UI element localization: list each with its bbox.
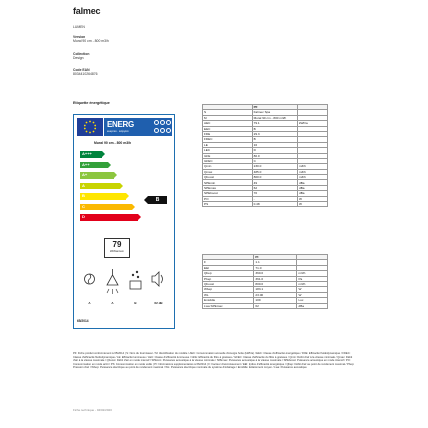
lamp-icon-block [102,265,123,305]
table-cell: 23.00 [254,292,297,297]
lamp-icon-class: A [111,301,114,305]
table-cell: 80.0 [252,153,297,158]
language-icons [152,118,172,136]
table-cell: M [203,115,253,120]
label-model: Mural 90 cm - 800 m3/h [94,141,132,145]
eu-flag-icon [77,118,103,136]
table-cell: 49 [252,180,297,185]
meta-ean-label: Code EAN [73,68,90,72]
table-cell: PF [252,105,297,110]
noise-icon-block [148,265,169,305]
fan-icon [79,265,100,297]
table-cell: 800.0 [252,175,297,180]
table-cell: Emiddle [203,298,254,303]
table-cell: Mural 90 cm - 800 m3/h [252,115,297,120]
label-icons-row [77,265,171,307]
speaker-icon [148,265,169,297]
brand-logo: falmec [73,6,101,16]
table-row [203,202,328,207]
table-cell: 16 [252,142,297,147]
circle-icon [166,120,171,125]
table-cell: 79.1 [252,121,297,126]
table-cell: Qboost [203,175,253,180]
consumption-unit: kWh/annum [110,250,124,253]
table-cell: dBa [297,303,328,308]
table-cell: S [203,110,253,115]
table-row [203,303,328,308]
energy-class-bar: B [80,193,126,200]
table-cell: W [297,196,327,201]
energy-label-header [77,118,171,140]
table-cell: m3/h [297,175,327,180]
table-cell: m3/h [297,271,328,276]
energy-class-bar: A [80,183,120,190]
table-cell: SPEmin [203,180,253,185]
lamp-icon [102,265,123,297]
energy-class-bar: D [80,214,138,221]
circle-icon [160,128,165,133]
table-cell: W [297,202,327,207]
table-cell: dBa [297,191,327,196]
table-cell: Pa [297,276,328,281]
table-cell: 183.1 [254,287,297,292]
table-cell: GFE [203,153,253,158]
table-cell: AEC [203,121,253,126]
table-cell: Qboost [203,281,254,286]
table-cell: B [252,137,297,142]
energy-title-box [104,118,152,136]
product-name: LUMEN [73,25,85,29]
table-cell: D [252,148,297,153]
supplementary-info-table [202,254,328,309]
table-cell: 62 [252,185,297,190]
meta-collection-value: Design [73,56,84,60]
table-cell: W [297,287,328,292]
circle-icon [154,128,159,133]
table-cell: 109 [254,298,297,303]
table-cell: W [297,292,328,297]
energy-class-bar: A++ [80,162,108,169]
table-cell: Qmin [203,164,253,169]
meta-ean-value: 8034410264876 [73,72,98,76]
filter-icon-block [125,265,146,305]
table-cell: WL [203,292,254,297]
regulation-number: 65/2014 [77,319,89,323]
filter-icon-class: B [134,301,137,305]
page-footer: Fiche technique - 04/02/2020 [73,408,112,412]
circle-icon [160,120,165,125]
table-cell: 70 [252,191,297,196]
table-cell: m3/h [297,164,327,169]
meta-version-value: Mural 90 cm - 800 m3/h [73,39,109,43]
table-cell: SPEmax [203,185,253,190]
meta-version-label: Version [73,35,86,39]
table-cell: FDEC [203,137,253,142]
table-cell: Lwa SPEmax [203,303,254,308]
table-cell: B [252,126,297,131]
table-cell: SPEboost [203,191,253,196]
energy-class-bars [80,151,140,231]
table-cell: F [203,260,254,265]
product-fiche-table [202,104,328,207]
consumption-value: 79 [112,240,122,249]
table-cell: Lux [297,298,328,303]
table-cell: 29.3 [252,131,297,136]
energy-class-bar: C [80,204,132,211]
table-cell: C [252,158,297,163]
energy-section-title: Etiquette énergétique [73,101,110,105]
consumption-box [104,238,130,258]
energy-title: ENERG [107,120,134,129]
table-cell: GFEC [203,158,253,163]
table-cell: FDE [203,131,253,136]
table-cell: 361.0 [254,276,297,281]
table-cell: LEC [203,148,253,153]
meta-collection-label: Collection [73,52,90,56]
fan-icon-block [79,265,100,305]
table-cell: LE [203,142,253,147]
fan-icon-class: A [88,301,91,305]
table-cell: dBa [297,180,327,185]
noise-value: 62 dB [154,301,163,305]
table-cell: - [252,196,297,201]
table-cell: Wbep [203,287,254,292]
meta-collection [73,52,89,60]
circle-icon [166,128,171,133]
circle-icon [154,120,159,125]
table-cell: 71.0 [254,265,297,270]
meta-version [73,35,109,43]
meta-ean [73,68,98,76]
footnote: PF: Fiche produit conformément à 65/2014 | S: Nom du fournisseur / M: Identification du modèle / AEC: Consommation annuelle d'énergie hotte (kWh/a) / EEC: Classe d'efficacité énergétique / FDE: Efficacité fluidodynamique / FDEC: Classe d'efficacité fluidodynamique / LE: Efficacité lumineuse / LEC: Classe d'efficacité lumineuse / GFE: Efficacité du filtre à graisses / GFEC: Classe d'efficacité du filtre à graisses / Qmin: Débit d'air à la vitesse minimale / Qmax: Débit d'air à la vitesse maximale / Qboost: Débit d'air en mode intensif / SPEmin: Puissance acoustique à la vitesse minimale / SPEmax: Puissance acoustique à la vitesse maximale / SPEboost: Puissance acoustique en mode intensif / PO: Consommation en mode arrêt / PS: Consommation en mode veille | PI: Informations supplémentaires à 66/2014 | F: Facteur d'accroissement / EEI: Indice d'efficacité énergétique / Qbep: Débit d'air au point de rendement maximal / Pbep: Pression d'air / Wbep: Puissance électrique au point de rendement maximal / WL: Puissance électrique nominale du système d'éclairage / Emiddle: Éclairement moyen / Lwa: Puissance acoustique [73,352,355,370]
energy-subtitle: енергия · ενέργεια [107,130,129,133]
table-cell: 0.48 [252,202,297,207]
table-cell: 800.0 [254,281,297,286]
rating-arrow: B [148,196,167,204]
table-cell: Qbep [203,271,254,276]
table-cell: 1.1 [254,260,297,265]
energy-label [73,114,175,329]
energy-class-bar: A+ [80,172,114,179]
table-cell: 485.0 [252,169,297,174]
table-cell: PS [203,202,253,207]
energy-class-bar: A+++ [80,151,102,158]
table-cell: EEC [203,126,253,131]
table-cell: EEI [203,265,254,270]
table-cell: 230.0 [252,164,297,169]
table-cell: kWh/a [297,121,327,126]
table-cell: Falmec Spa [252,110,297,115]
table-cell: m3/h [297,169,327,174]
filter-icon [125,265,146,297]
table-cell: PO [203,196,253,201]
table-cell: PI [254,255,297,260]
table-cell: Qmax [203,169,253,174]
table-cell: Pbep [203,276,254,281]
table-cell: m3/h [297,281,328,286]
table-cell: 360.0 [254,271,297,276]
table-cell: 62 [254,303,297,308]
table-cell: dBa [297,185,327,190]
